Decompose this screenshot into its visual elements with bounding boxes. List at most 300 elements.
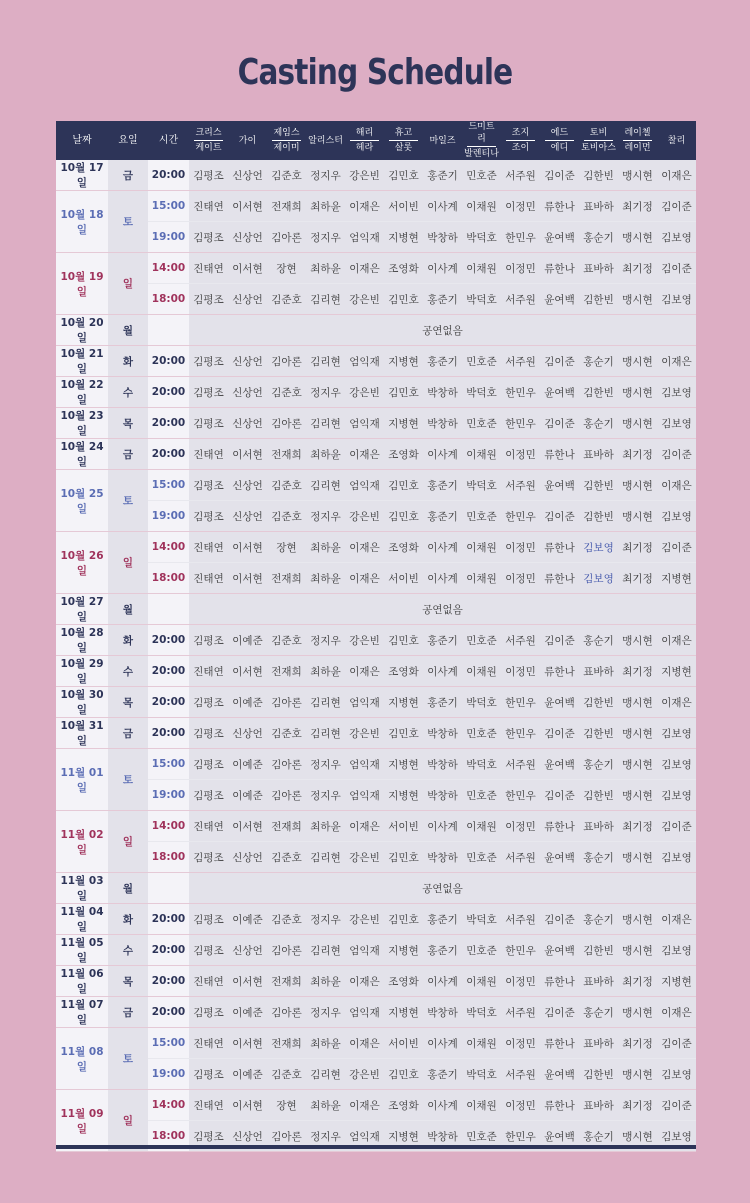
cast-cell: 김한빈 [579, 501, 618, 532]
cast-cell: 이사계 [423, 532, 462, 563]
cast-cell: 최기정 [618, 966, 657, 997]
cast-cell: 최하윤 [306, 532, 345, 563]
day-cell: 수 [108, 656, 148, 687]
cast-cell: 지병현 [657, 656, 696, 687]
cast-cell: 강은빈 [345, 284, 384, 315]
cast-cell: 김평조 [189, 749, 228, 780]
cast-cell: 박창하 [423, 377, 462, 408]
cast-cell: 홍준기 [423, 346, 462, 377]
day-cell: 일 [108, 1090, 148, 1152]
cast-cell: 김준호 [267, 284, 306, 315]
cast-cell: 김평조 [189, 408, 228, 439]
cast-cell: 김한빈 [579, 284, 618, 315]
table-row [56, 470, 696, 501]
cast-cell: 김준호 [267, 1059, 306, 1090]
cast-cell: 표바하 [579, 439, 618, 470]
cast-cell: 정지우 [306, 997, 345, 1028]
time-cell: 14:00 [148, 1090, 189, 1121]
header-role-secondary: 마일즈 [429, 135, 456, 146]
cast-cell: 윤여백 [540, 284, 579, 315]
cast-cell: 류한나 [540, 966, 579, 997]
cast-cell: 김민호 [384, 377, 423, 408]
schedule-body [56, 160, 696, 1152]
date-cell: 11월 04일 [56, 904, 108, 935]
cast-cell: 김준호 [267, 377, 306, 408]
cast-cell: 김민호 [384, 284, 423, 315]
cast-cell: 이채원 [462, 966, 501, 997]
table-row [56, 315, 696, 346]
cast-cell: 김평조 [189, 346, 228, 377]
cast-cell: 최하윤 [306, 253, 345, 284]
cast-cell: 홍준기 [423, 625, 462, 656]
cast-cell: 이서현 [228, 1028, 267, 1059]
cast-cell: 엄익재 [345, 408, 384, 439]
cast-cell: 박덕호 [462, 284, 501, 315]
time-cell: 20:00 [148, 935, 189, 966]
day-cell: 목 [108, 408, 148, 439]
cast-cell: 지병현 [657, 966, 696, 997]
table-row [56, 253, 696, 284]
cast-cell: 민호준 [462, 935, 501, 966]
cast-cell: 홍순기 [579, 749, 618, 780]
cast-cell: 김한빈 [579, 470, 618, 501]
cast-cell: 류한나 [540, 253, 579, 284]
table-row [56, 1090, 696, 1121]
cast-cell: 이정민 [501, 1028, 540, 1059]
cast-cell: 전재희 [267, 656, 306, 687]
cast-cell: 이재은 [345, 966, 384, 997]
cast-cell: 표바하 [579, 811, 618, 842]
cast-cell: 최기정 [618, 656, 657, 687]
cast-cell: 이재은 [345, 191, 384, 222]
cast-cell: 홍준기 [423, 1059, 462, 1090]
cast-cell: 맹시현 [618, 160, 657, 191]
table-row [56, 501, 696, 532]
cast-cell: 김리현 [306, 842, 345, 873]
cast-cell: 김민호 [384, 904, 423, 935]
cast-cell: 윤여백 [540, 842, 579, 873]
header-role-primary: 휴고 [389, 127, 418, 141]
cast-cell: 김아론 [267, 222, 306, 253]
cast-cell: 이재은 [657, 687, 696, 718]
cast-cell: 이정민 [501, 191, 540, 222]
cast-cell: 홍순기 [579, 625, 618, 656]
table-row [56, 284, 696, 315]
cast-cell: 맹시현 [618, 749, 657, 780]
cast-cell: 전재희 [267, 1028, 306, 1059]
cast-cell: 지병현 [384, 346, 423, 377]
cast-cell: 진태연 [189, 563, 228, 594]
header-role [189, 121, 228, 160]
cast-cell: 이정민 [501, 656, 540, 687]
cast-cell: 진태연 [189, 1028, 228, 1059]
cast-cell: 김아론 [267, 346, 306, 377]
cast-cell: 김아론 [267, 935, 306, 966]
cast-cell: 맹시현 [618, 284, 657, 315]
cast-cell: 맹시현 [618, 346, 657, 377]
cast-cell: 이사계 [423, 1028, 462, 1059]
header-role [579, 121, 618, 160]
cast-cell: 김이준 [657, 1090, 696, 1121]
header-day: 요일 [118, 134, 138, 146]
cast-cell: 이정민 [501, 811, 540, 842]
cast-cell: 민호준 [462, 160, 501, 191]
day-cell: 화 [108, 346, 148, 377]
cast-cell: 윤여백 [540, 749, 579, 780]
header-role-secondary: 에디 [550, 143, 569, 153]
cast-cell: 김준호 [267, 904, 306, 935]
cast-cell: 장현 [267, 1090, 306, 1121]
cast-cell: 엄익재 [345, 935, 384, 966]
cast-cell: 맹시현 [618, 408, 657, 439]
header-role [267, 121, 306, 160]
cast-cell: 김한빈 [579, 687, 618, 718]
cast-cell: 김보영 [657, 935, 696, 966]
cast-cell: 진태연 [189, 532, 228, 563]
cast-cell: 김평조 [189, 284, 228, 315]
cast-cell: 김평조 [189, 377, 228, 408]
cast-cell: 홍준기 [423, 470, 462, 501]
cast-cell: 이서현 [228, 966, 267, 997]
header-role-primary: 조지 [506, 127, 535, 141]
cast-cell: 전재희 [267, 439, 306, 470]
cast-cell: 이정민 [501, 1090, 540, 1121]
cast-cell: 표바하 [579, 1090, 618, 1121]
cast-cell: 홍순기 [579, 346, 618, 377]
cast-cell: 김이준 [540, 501, 579, 532]
cast-cell: 김아론 [267, 408, 306, 439]
table-row [56, 160, 696, 191]
cast-cell: 맹시현 [618, 625, 657, 656]
cast-cell: 지병현 [384, 935, 423, 966]
cast-cell: 지병현 [384, 997, 423, 1028]
cast-cell: 이재은 [657, 470, 696, 501]
cast-cell: 이재은 [345, 1090, 384, 1121]
cast-cell: 홍순기 [579, 997, 618, 1028]
date-cell: 10월 22일 [56, 377, 108, 408]
cast-cell: 신상언 [228, 718, 267, 749]
cast-cell: 김준호 [267, 160, 306, 191]
cast-cell: 지병현 [384, 780, 423, 811]
cast-cell: 이정민 [501, 253, 540, 284]
cast-cell: 김준호 [267, 501, 306, 532]
cast-cell: 김평조 [189, 222, 228, 253]
cast-cell: 엄익재 [345, 687, 384, 718]
cast-cell: 전재희 [267, 191, 306, 222]
cast-cell: 이서현 [228, 253, 267, 284]
cast-cell: 홍준기 [423, 284, 462, 315]
header-role-secondary: 토비아스 [581, 143, 616, 153]
cast-cell: 이서현 [228, 811, 267, 842]
cast-cell: 이예준 [228, 997, 267, 1028]
day-cell: 금 [108, 439, 148, 470]
day-cell: 일 [108, 532, 148, 594]
header-role [228, 121, 267, 160]
table-row [56, 346, 696, 377]
cast-cell: 서이빈 [384, 811, 423, 842]
cast-cell: 서주원 [501, 842, 540, 873]
cast-cell: 홍준기 [423, 160, 462, 191]
cast-cell: 이사계 [423, 191, 462, 222]
table-row [56, 811, 696, 842]
cast-cell: 김민호 [384, 501, 423, 532]
cast-cell: 이재은 [657, 625, 696, 656]
cast-cell: 이채원 [462, 1028, 501, 1059]
cast-cell: 김민호 [384, 160, 423, 191]
day-cell: 토 [108, 749, 148, 811]
cast-cell: 최기정 [618, 563, 657, 594]
cast-cell: 한민우 [501, 222, 540, 253]
cast-cell: 김평조 [189, 935, 228, 966]
time-cell: 18:00 [148, 563, 189, 594]
cast-cell: 최기정 [618, 253, 657, 284]
cast-cell: 김민호 [384, 470, 423, 501]
cast-cell: 진태연 [189, 656, 228, 687]
header-role-primary: 레이첼 [623, 127, 652, 141]
cast-cell: 이예준 [228, 1059, 267, 1090]
cast-cell: 신상언 [228, 222, 267, 253]
cast-cell: 최하윤 [306, 656, 345, 687]
day-cell: 토 [108, 1028, 148, 1090]
cast-cell: 한민우 [501, 501, 540, 532]
cast-cell: 박창하 [423, 718, 462, 749]
header-role [384, 121, 423, 160]
cast-cell: 최기정 [618, 1090, 657, 1121]
time-cell: 18:00 [148, 842, 189, 873]
cast-cell: 이재은 [657, 904, 696, 935]
cast-cell: 서주원 [501, 625, 540, 656]
cast-cell: 김준호 [267, 842, 306, 873]
header-role [618, 121, 657, 160]
header-role [657, 121, 696, 160]
time-cell: 20:00 [148, 656, 189, 687]
cast-cell: 윤여백 [540, 1059, 579, 1090]
day-cell: 월 [108, 594, 148, 625]
cast-cell: 표바하 [579, 966, 618, 997]
cast-cell: 김민호 [384, 718, 423, 749]
cast-cell: 이정민 [501, 966, 540, 997]
cast-cell: 서주원 [501, 997, 540, 1028]
cast-cell: 김이준 [540, 625, 579, 656]
table-row [56, 873, 696, 904]
cast-cell: 김한빈 [579, 718, 618, 749]
day-cell: 수 [108, 935, 148, 966]
date-cell: 11월 01일 [56, 749, 108, 811]
table-row [56, 408, 696, 439]
cast-cell: 최하윤 [306, 1028, 345, 1059]
cast-cell: 최하윤 [306, 966, 345, 997]
header-role [306, 121, 345, 160]
cast-cell: 강은빈 [345, 904, 384, 935]
date-cell: 10월 31일 [56, 718, 108, 749]
table-row [56, 563, 696, 594]
cast-cell: 이서현 [228, 191, 267, 222]
no-show-cell: 공연없음 [189, 873, 696, 904]
cast-cell: 박창하 [423, 780, 462, 811]
table-row [56, 191, 696, 222]
cast-cell: 정지우 [306, 377, 345, 408]
cast-cell: 김이준 [657, 1028, 696, 1059]
date-cell: 11월 06일 [56, 966, 108, 997]
table-row [56, 842, 696, 873]
cast-cell: 지병현 [384, 1121, 423, 1152]
cast-cell: 김보영 [579, 563, 618, 594]
cast-cell: 맹시현 [618, 997, 657, 1028]
header-role-primary: 해리 [350, 127, 379, 141]
time-cell: 15:00 [148, 191, 189, 222]
header-role [345, 121, 384, 160]
cast-cell: 김보영 [657, 1059, 696, 1090]
cast-cell: 조영화 [384, 656, 423, 687]
cast-cell: 맹시현 [618, 470, 657, 501]
table-row [56, 780, 696, 811]
cast-cell: 이사계 [423, 656, 462, 687]
date-cell: 10월 18일 [56, 191, 108, 253]
date-cell: 10월 21일 [56, 346, 108, 377]
day-cell: 일 [108, 253, 148, 315]
cast-cell: 류한나 [540, 1028, 579, 1059]
cast-cell: 홍준기 [423, 904, 462, 935]
cast-cell: 맹시현 [618, 222, 657, 253]
cast-cell: 박덕호 [462, 904, 501, 935]
cast-cell: 신상언 [228, 160, 267, 191]
cast-cell: 김평조 [189, 780, 228, 811]
cast-cell: 류한나 [540, 191, 579, 222]
time-cell: 20:00 [148, 160, 189, 191]
cast-cell: 이서현 [228, 656, 267, 687]
time-cell: 19:00 [148, 1059, 189, 1090]
cast-cell: 진태연 [189, 253, 228, 284]
cast-cell: 이재은 [345, 563, 384, 594]
cast-cell: 박덕호 [462, 222, 501, 253]
cast-cell: 이사계 [423, 811, 462, 842]
cast-cell: 정지우 [306, 160, 345, 191]
header-role-secondary: 헤라 [355, 143, 374, 153]
cast-cell: 김이준 [657, 191, 696, 222]
day-cell: 토 [108, 470, 148, 532]
cast-cell: 박덕호 [462, 1059, 501, 1090]
cast-cell: 표바하 [579, 656, 618, 687]
date-cell: 10월 25일 [56, 470, 108, 532]
cast-cell: 김리현 [306, 408, 345, 439]
cast-cell: 박덕호 [462, 687, 501, 718]
cast-cell: 서주원 [501, 749, 540, 780]
cast-cell: 이예준 [228, 780, 267, 811]
cast-cell: 김리현 [306, 718, 345, 749]
cast-cell: 맹시현 [618, 904, 657, 935]
cast-cell: 이채원 [462, 563, 501, 594]
cast-cell: 강은빈 [345, 1059, 384, 1090]
cast-cell: 김보영 [657, 377, 696, 408]
cast-cell: 김보영 [657, 780, 696, 811]
cast-cell: 조영화 [384, 966, 423, 997]
cast-cell: 박덕호 [462, 997, 501, 1028]
cast-cell: 강은빈 [345, 625, 384, 656]
cast-cell: 김아론 [267, 997, 306, 1028]
time-cell: 20:00 [148, 997, 189, 1028]
time-cell: 20:00 [148, 439, 189, 470]
cast-cell: 박창하 [423, 749, 462, 780]
cast-cell: 이채원 [462, 439, 501, 470]
time-cell: 15:00 [148, 749, 189, 780]
cast-cell: 맹시현 [618, 377, 657, 408]
cast-cell: 한민우 [501, 935, 540, 966]
date-cell: 11월 08일 [56, 1028, 108, 1090]
cast-cell: 류한나 [540, 656, 579, 687]
date-cell: 10월 30일 [56, 687, 108, 718]
cast-cell: 김이준 [540, 904, 579, 935]
cast-cell: 신상언 [228, 501, 267, 532]
cast-cell: 한민우 [501, 780, 540, 811]
cast-cell: 정지우 [306, 904, 345, 935]
cast-cell: 진태연 [189, 439, 228, 470]
cast-cell: 이재은 [345, 439, 384, 470]
cast-cell: 엄익재 [345, 749, 384, 780]
cast-cell: 정지우 [306, 501, 345, 532]
date-cell: 11월 05일 [56, 935, 108, 966]
cast-cell: 김평조 [189, 997, 228, 1028]
day-cell: 월 [108, 315, 148, 346]
cast-cell: 맹시현 [618, 501, 657, 532]
cast-cell: 표바하 [579, 1028, 618, 1059]
day-cell: 금 [108, 160, 148, 191]
time-cell: 18:00 [148, 284, 189, 315]
header-role [423, 121, 462, 160]
cast-cell: 김이준 [657, 532, 696, 563]
cast-cell: 진태연 [189, 811, 228, 842]
cast-cell: 이정민 [501, 532, 540, 563]
time-cell: 20:00 [148, 904, 189, 935]
cast-cell: 맹시현 [618, 935, 657, 966]
cast-cell: 한민우 [501, 1121, 540, 1152]
cast-cell: 김리현 [306, 687, 345, 718]
cast-cell: 신상언 [228, 408, 267, 439]
page-title: Casting Schedule [237, 52, 513, 93]
day-cell: 일 [108, 811, 148, 873]
cast-cell: 조영화 [384, 253, 423, 284]
cast-cell: 강은빈 [345, 160, 384, 191]
no-show-cell: 공연없음 [189, 315, 696, 346]
date-cell: 10월 29일 [56, 656, 108, 687]
time-cell: 15:00 [148, 1028, 189, 1059]
cast-cell: 김아론 [267, 1121, 306, 1152]
day-cell: 금 [108, 997, 148, 1028]
cast-cell: 지병현 [384, 687, 423, 718]
header-role-secondary: 발렌티나 [464, 149, 499, 159]
table-row [56, 656, 696, 687]
cast-cell: 홍순기 [579, 842, 618, 873]
cast-cell: 최기정 [618, 811, 657, 842]
cast-cell: 전재희 [267, 966, 306, 997]
cast-cell: 이재은 [657, 346, 696, 377]
time-cell: 19:00 [148, 780, 189, 811]
cast-cell: 최하윤 [306, 1090, 345, 1121]
cast-cell: 김평조 [189, 625, 228, 656]
table-row [56, 997, 696, 1028]
cast-cell: 김평조 [189, 160, 228, 191]
table-row [56, 532, 696, 563]
cast-cell: 엄익재 [345, 1121, 384, 1152]
cast-cell: 엄익재 [345, 346, 384, 377]
cast-cell: 김한빈 [579, 780, 618, 811]
header-role-secondary: 레이먼 [624, 143, 651, 153]
cast-cell: 김평조 [189, 470, 228, 501]
cast-cell: 이사계 [423, 966, 462, 997]
cast-cell: 류한나 [540, 532, 579, 563]
cast-cell: 이채원 [462, 1090, 501, 1121]
header-date: 날짜 [72, 134, 92, 146]
time-cell-empty [148, 315, 189, 346]
